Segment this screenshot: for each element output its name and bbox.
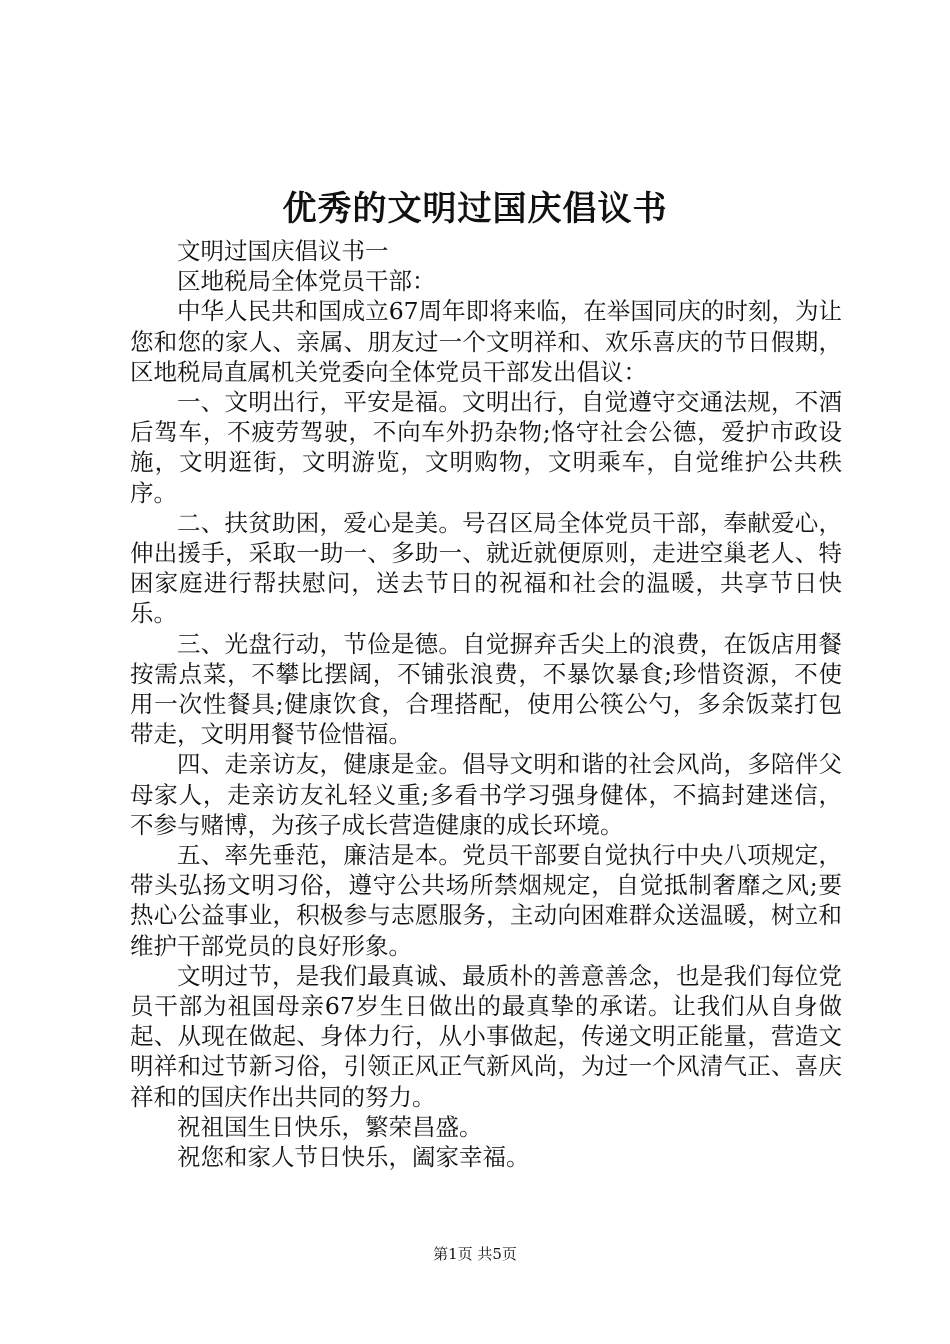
closing-paragraph: 文明过节，是我们最真诚、最质朴的善意善念，也是我们每位党员干部为祖国母亲67岁生日做出的最真挚的承诺。让我们从自身做起、从现在做起、身体力行，从小事做起，传递文明正能量，营造文明祥和过节新习俗，引领正风正气新风尚，为过一个风清气正、喜庆祥和的国庆作出共同的努力。: [130, 961, 842, 1111]
proposal-paragraph-5: 五、率先垂范，廉洁是本。党员干部要自觉执行中央八项规定，带头弘扬文明习俗，遵守公共场所禁烟规定，自觉抵制奢靡之风;要热心公益事业，积极参与志愿服务，主动向困难群众送温暖，树立和维护干部党员的良好形象。: [130, 841, 842, 960]
document-body: [130, 236, 842, 1172]
subtitle-paragraph: 文明过国庆倡议书一: [177, 237, 389, 265]
intro-paragraph: 中华人民共和国成立67周年即将来临，在举国同庆的时刻，为让您和您的家人、亲属、朋友过一个文明祥和、欢乐喜庆的节日假期，区地税局直属机关党委向全体党员干部发出倡议：: [130, 297, 842, 386]
proposal-paragraph-4: 四、走亲访友，健康是金。倡导文明和谐的社会风尚，多陪伴父母家人，走亲访友礼轻义重;多看书学习强身健体，不搞封建迷信，不参与赌博，为孩子成长营造健康的成长环境。: [130, 750, 842, 839]
blessing-paragraph-2: 祝您和家人节日快乐，阖家幸福。: [177, 1143, 530, 1172]
proposal-paragraph-3: 三、光盘行动，节俭是德。自觉摒弃舌尖上的浪费，在饭店用餐按需点菜，不攀比摆阔，不铺张浪费，不暴饮暴食;珍惜资源，不使用一次性餐具;健康饮食，合理搭配，使用公筷公勺，多余饭菜打包带走，文明用餐节俭惜福。: [130, 629, 842, 749]
salutation-paragraph: 区地税局全体党员干部：: [177, 267, 436, 296]
blessing-paragraph-1: 祝祖国生日快乐，繁荣昌盛。: [177, 1112, 483, 1141]
proposal-paragraph-2: 二、扶贫助困，爱心是美。号召区局全体党员干部，奉献爱心，伸出援手，采取一助一、多助一、就近就便原则，走进空巢老人、特困家庭进行帮扶慰问，送去节日的祝福和社会的温暖，共享节日快乐。: [130, 508, 842, 628]
proposal-paragraph-1: 一、文明出行，平安是福。文明出行，自觉遵守交通法规，不酒后驾车，不疲劳驾驶，不向车外扔杂物;恪守社会公德，爱护市政设施，文明逛街，文明游览，文明购物，文明乘车，自觉维护公共秩序。: [130, 388, 842, 507]
page-number-footer: 第1页 共5页: [433, 1245, 517, 1263]
page-title: 优秀的文明过国庆倡议书: [282, 189, 668, 229]
